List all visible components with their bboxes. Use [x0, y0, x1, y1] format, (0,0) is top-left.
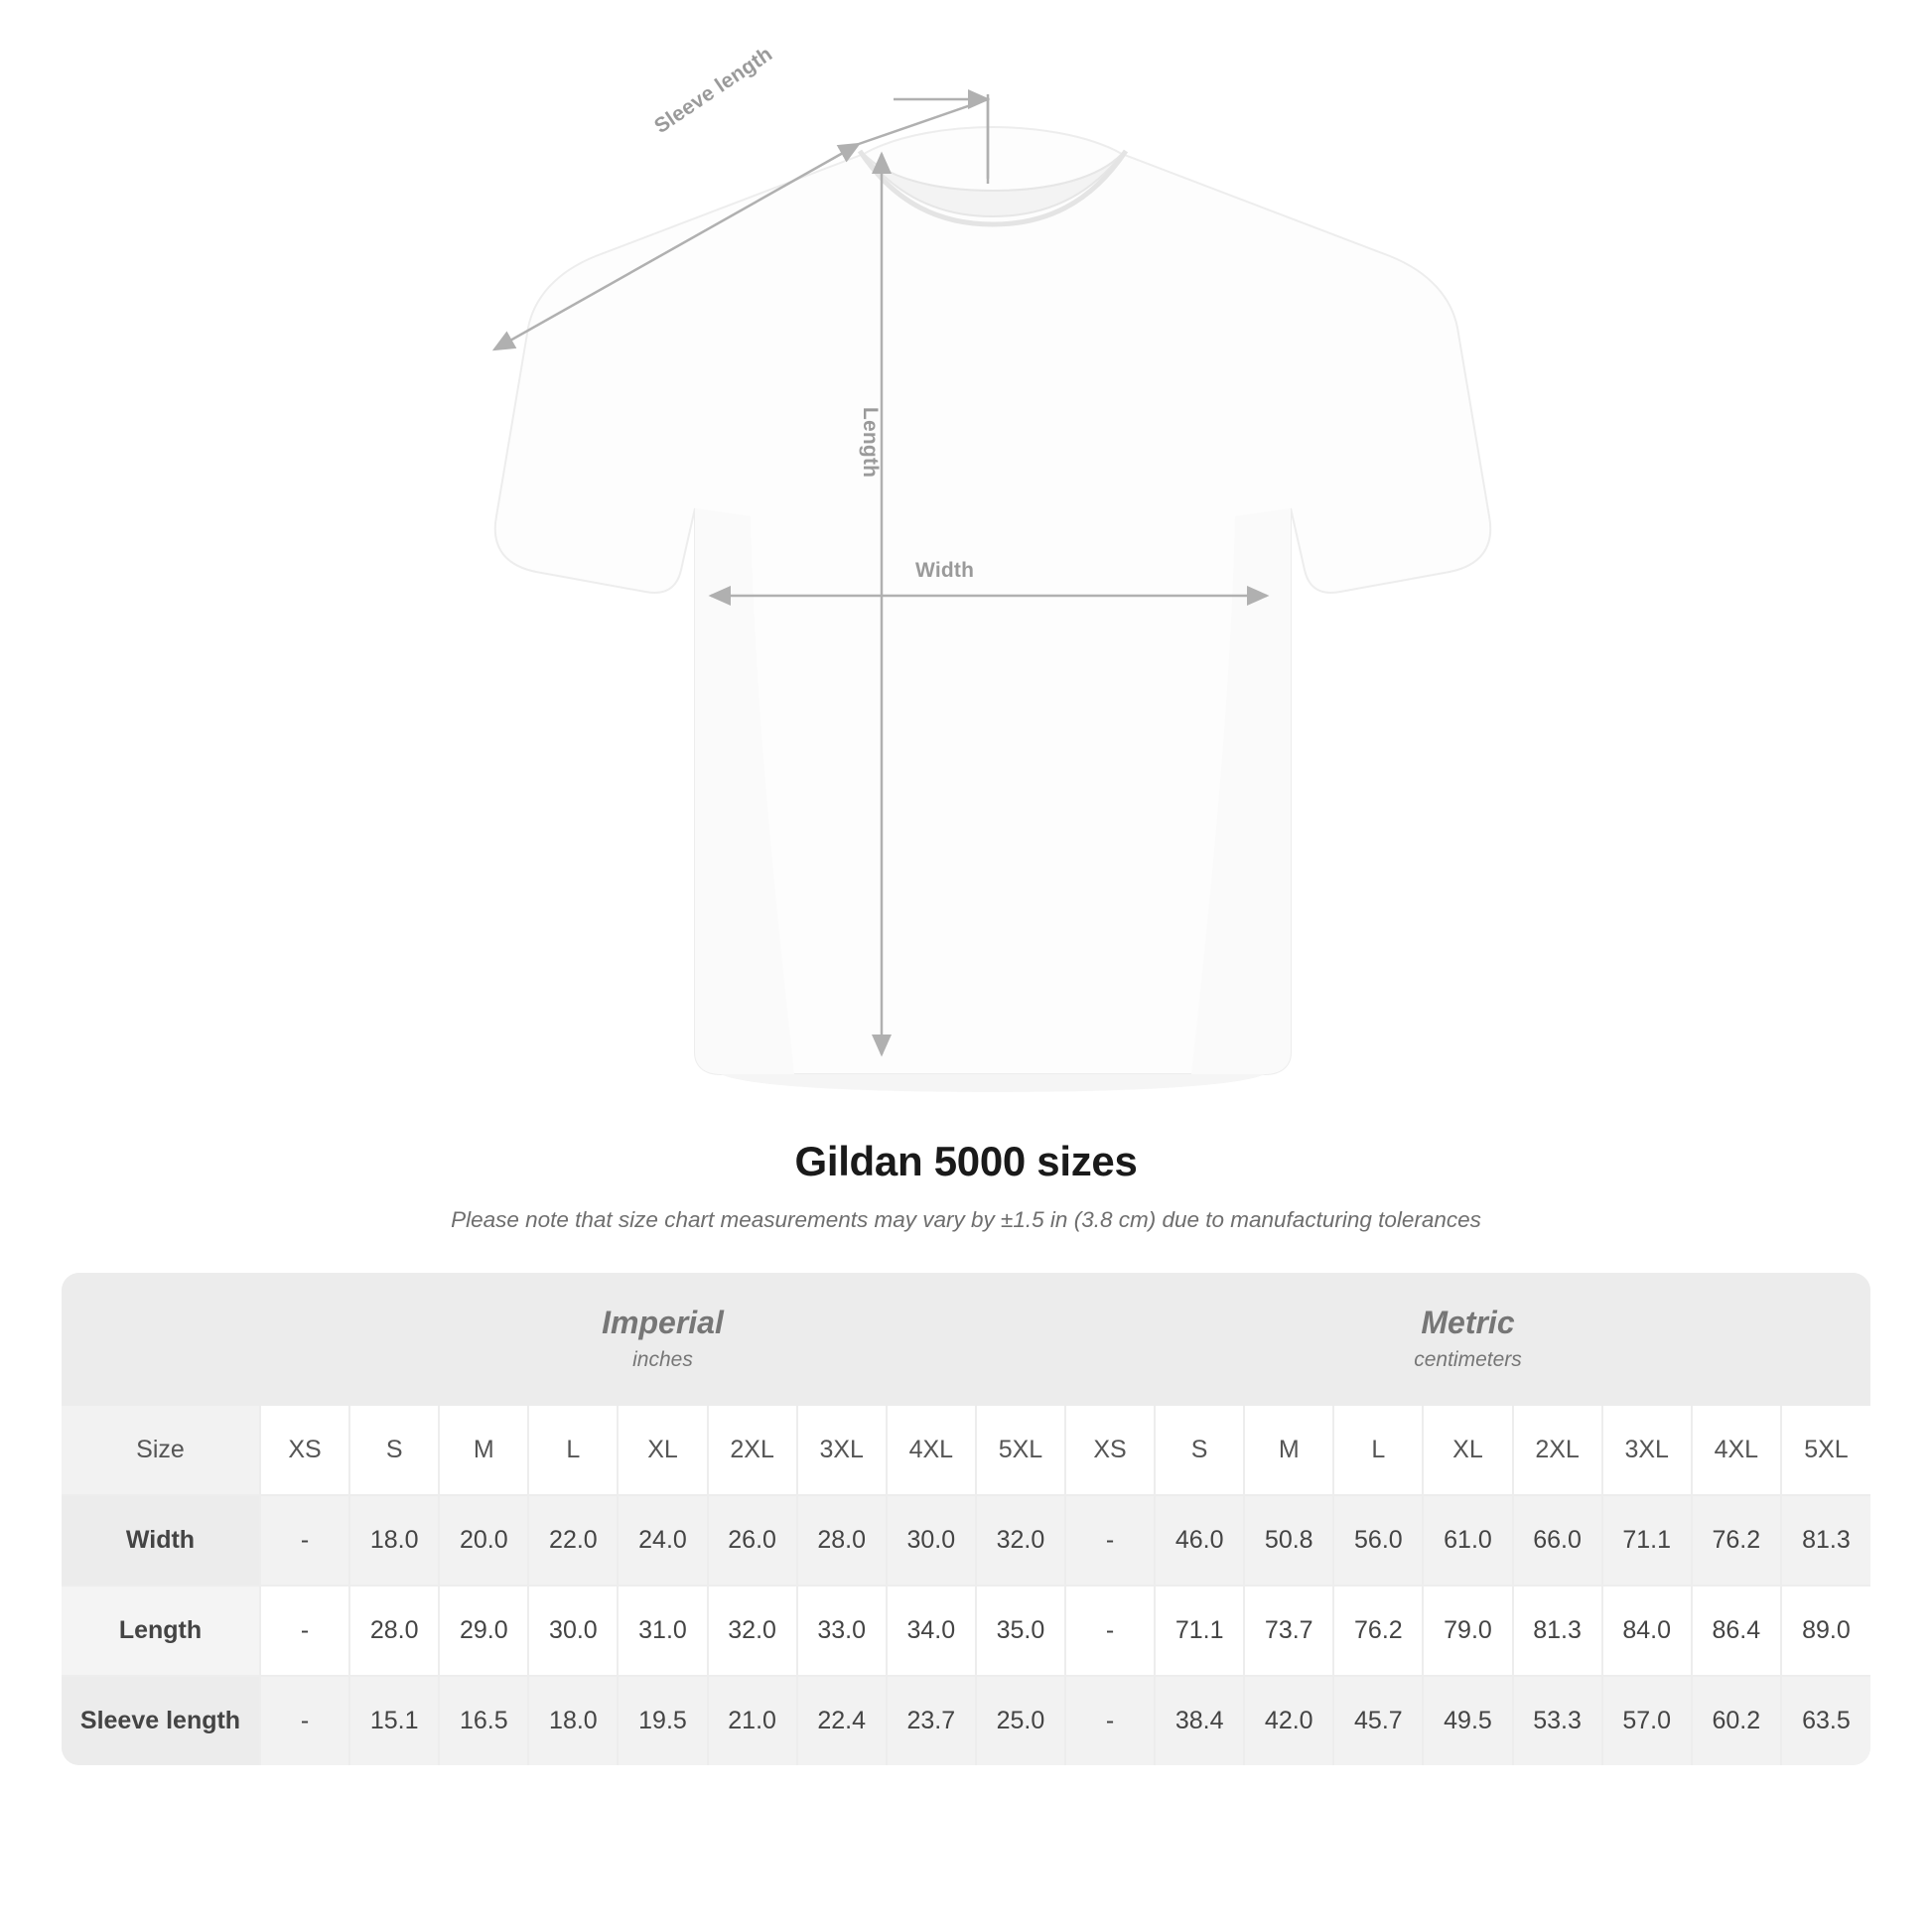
unit-group-metric — [1065, 1273, 1870, 1406]
cell: 18.0 — [349, 1495, 439, 1586]
column-header-imperial-3xl: 3XL — [797, 1406, 887, 1495]
table-row — [62, 1495, 1870, 1586]
cell: - — [1065, 1676, 1155, 1765]
cell: 49.5 — [1423, 1676, 1512, 1765]
column-header-imperial-4xl: 4XL — [887, 1406, 976, 1495]
column-header-metric-3xl: 3XL — [1602, 1406, 1692, 1495]
cell: 22.4 — [797, 1676, 887, 1765]
width-label: Width — [915, 559, 975, 582]
cell: 46.0 — [1155, 1495, 1244, 1586]
row-label-width: Width — [62, 1495, 260, 1586]
cell: 25.0 — [976, 1676, 1065, 1765]
cell: 42.0 — [1244, 1676, 1333, 1765]
cell: 32.0 — [708, 1586, 797, 1676]
cell: 86.4 — [1692, 1586, 1781, 1676]
cell: 34.0 — [887, 1586, 976, 1676]
size-table-wrapper — [62, 1273, 1870, 1765]
row-label-sleeve-length: Sleeve length — [62, 1676, 260, 1765]
cell: 56.0 — [1333, 1495, 1423, 1586]
cell: 73.7 — [1244, 1586, 1333, 1676]
unit-metric-name: Metric — [1421, 1305, 1515, 1340]
cell: 33.0 — [797, 1586, 887, 1676]
cell: 76.2 — [1692, 1495, 1781, 1586]
cell: 29.0 — [439, 1586, 528, 1676]
cell: 35.0 — [976, 1586, 1065, 1676]
cell: 61.0 — [1423, 1495, 1512, 1586]
page-title: Gildan 5000 sizes — [794, 1138, 1138, 1184]
column-header-imperial-5xl: 5XL — [976, 1406, 1065, 1495]
cell: 16.5 — [439, 1676, 528, 1765]
cell: 63.5 — [1781, 1676, 1870, 1765]
column-header-size: Size — [62, 1406, 260, 1495]
column-header-imperial-s: S — [349, 1406, 439, 1495]
row-label-length: Length — [62, 1586, 260, 1676]
cell: - — [1065, 1586, 1155, 1676]
cell: - — [1065, 1495, 1155, 1586]
cell: 21.0 — [708, 1676, 797, 1765]
cell: 26.0 — [708, 1495, 797, 1586]
column-header-metric-xl: XL — [1423, 1406, 1512, 1495]
cell: 22.0 — [528, 1495, 618, 1586]
cell: - — [260, 1586, 349, 1676]
length-label: Length — [859, 407, 882, 479]
cell: 15.1 — [349, 1676, 439, 1765]
sleeve-length-label: Sleeve length — [650, 42, 777, 139]
cell: 81.3 — [1513, 1586, 1602, 1676]
table-row — [62, 1676, 1870, 1765]
column-header-metric-5xl: 5XL — [1781, 1406, 1870, 1495]
cell: 38.4 — [1155, 1676, 1244, 1765]
column-header-metric-xs: XS — [1065, 1406, 1155, 1495]
unit-header-row — [62, 1273, 1870, 1406]
size-header-row — [62, 1406, 1870, 1495]
cell: 84.0 — [1602, 1586, 1692, 1676]
cell: 60.2 — [1692, 1676, 1781, 1765]
cell: 89.0 — [1781, 1586, 1870, 1676]
cell: 32.0 — [976, 1495, 1065, 1586]
column-header-imperial-xl: XL — [618, 1406, 707, 1495]
cell: 19.5 — [618, 1676, 707, 1765]
table-row — [62, 1586, 1870, 1676]
cell: 81.3 — [1781, 1495, 1870, 1586]
cell: 53.3 — [1513, 1676, 1602, 1765]
unit-imperial-name: Imperial — [602, 1305, 724, 1340]
cell: 50.8 — [1244, 1495, 1333, 1586]
cell: 76.2 — [1333, 1586, 1423, 1676]
cell: 30.0 — [887, 1495, 976, 1586]
cell: 23.7 — [887, 1676, 976, 1765]
cell: 28.0 — [349, 1586, 439, 1676]
cell: 79.0 — [1423, 1586, 1512, 1676]
cell: - — [260, 1676, 349, 1765]
column-header-imperial-2xl: 2XL — [708, 1406, 797, 1495]
column-header-metric-s: S — [1155, 1406, 1244, 1495]
unit-imperial-sub: inches — [632, 1348, 693, 1371]
cell: 71.1 — [1602, 1495, 1692, 1586]
size-table — [62, 1273, 1870, 1765]
column-header-metric-4xl: 4XL — [1692, 1406, 1781, 1495]
cell: 31.0 — [618, 1586, 707, 1676]
cell: - — [260, 1495, 349, 1586]
column-header-imperial-m: M — [439, 1406, 528, 1495]
cell: 18.0 — [528, 1676, 618, 1765]
cell: 24.0 — [618, 1495, 707, 1586]
column-header-metric-l: L — [1333, 1406, 1423, 1495]
cell: 57.0 — [1602, 1676, 1692, 1765]
title-block — [0, 1138, 1932, 1233]
cell: 45.7 — [1333, 1676, 1423, 1765]
cell: 28.0 — [797, 1495, 887, 1586]
cell: 71.1 — [1155, 1586, 1244, 1676]
column-header-metric-m: M — [1244, 1406, 1333, 1495]
cell: 20.0 — [439, 1495, 528, 1586]
cell: 30.0 — [528, 1586, 618, 1676]
column-header-imperial-xs: XS — [260, 1406, 349, 1495]
column-header-imperial-l: L — [528, 1406, 618, 1495]
column-header-metric-2xl: 2XL — [1513, 1406, 1602, 1495]
unit-metric-sub: centimeters — [1414, 1348, 1522, 1371]
cell: 66.0 — [1513, 1495, 1602, 1586]
unit-header-spacer — [62, 1273, 260, 1406]
unit-group-imperial — [260, 1273, 1065, 1406]
measurement-note: Please note that size chart measurements may vary by ±1.5 in (3.8 cm) due to manufacturing tolerances — [451, 1207, 1481, 1232]
